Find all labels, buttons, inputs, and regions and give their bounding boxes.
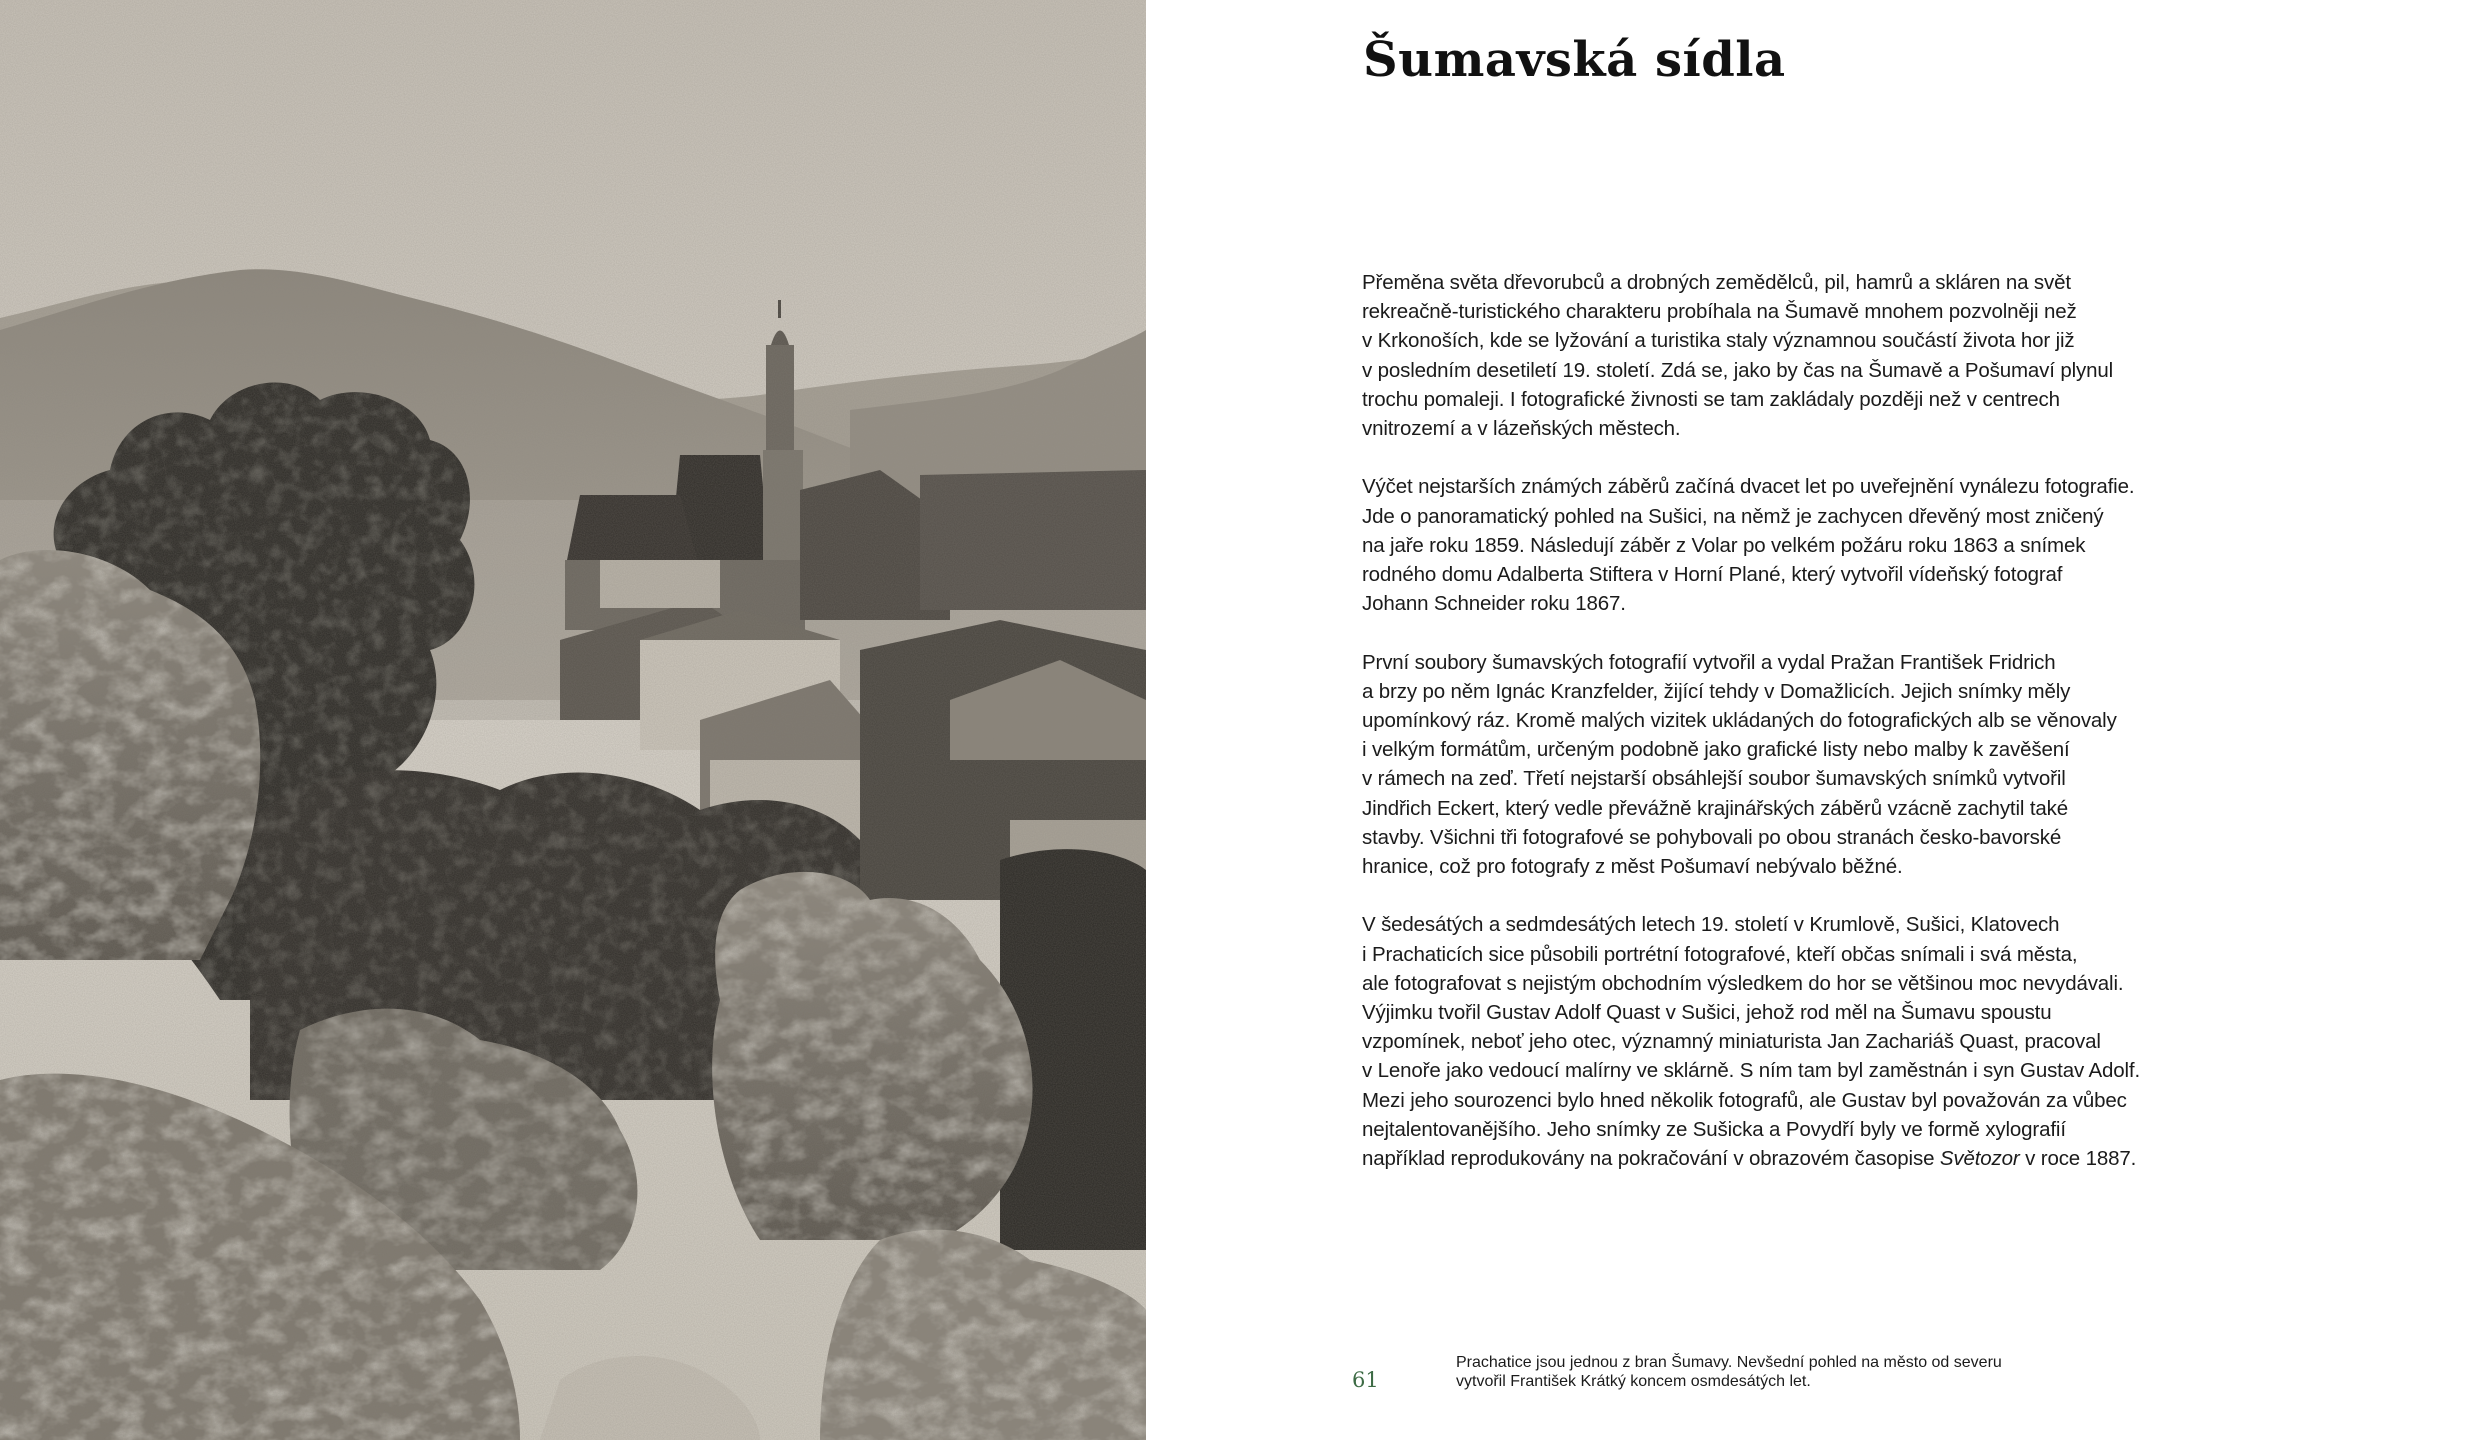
text-line: hranice, což pro fotografy z měst Pošumaví nebývalo běžné. bbox=[1362, 855, 1903, 879]
photo-illustration bbox=[0, 0, 1146, 1440]
text-line: ale fotografovat s nejistým obchodním výsledkem do hor se většinou moc nevydávali. bbox=[1362, 971, 2124, 995]
text-line: i velkým formátům, určeným podobně jako grafické listy nebo malby k zavěšení bbox=[1362, 738, 2070, 762]
page-number: 61 bbox=[1352, 1368, 1379, 1392]
text-line: Výčet nejstarších známých záběrů začíná dvacet let po uveřejnění vynálezu fotografie. bbox=[1362, 475, 2135, 499]
text-line: Johann Schneider roku 1867. bbox=[1362, 592, 1626, 616]
text-line: stavby. Všichni tři fotografové se pohybovali po obou stranách česko-bavorské bbox=[1362, 825, 2062, 849]
paragraph-1 bbox=[1362, 268, 2202, 443]
caption-line: vytvořil František Krátký koncem osmdesátých let. bbox=[1456, 1373, 1811, 1390]
paragraph-3 bbox=[1362, 648, 2202, 882]
paragraph-2 bbox=[1362, 472, 2202, 618]
text-line: rekreačně-turistického charakteru probíhala na Šumavě mnohem pozvolněji než bbox=[1362, 300, 2077, 324]
text-line: rodného domu Adalberta Stiftera v Horní Plané, který vytvořil vídeňský fotograf bbox=[1362, 563, 2063, 587]
chapter-title: Šumavská sídla bbox=[1363, 32, 1786, 88]
photo-caption bbox=[1456, 1353, 2156, 1391]
text-page bbox=[1146, 0, 2473, 1440]
text-line: V šedesátých a sedmdesátých letech 19. století v Krumlově, Sušici, Klatovech bbox=[1362, 913, 2060, 937]
paragraph-4 bbox=[1362, 910, 2202, 1173]
text-line: upomínkový ráz. Kromě malých vizitek ukládaných do fotografických alb se věnovaly bbox=[1362, 709, 2117, 733]
text-line: První soubory šumavských fotografií vytvořil a vydal Pražan František Fridrich bbox=[1362, 650, 2056, 674]
text-line: Přeměna světa dřevorubců a drobných zemědělců, pil, hamrů a skláren na svět bbox=[1362, 271, 2071, 294]
text-line: Jindřich Eckert, který vedle převážně krajinářských záběrů vzácně zachytil také bbox=[1362, 796, 2068, 820]
text-line-with-italic bbox=[1362, 1144, 2202, 1173]
text-line: vnitrozemí a v lázeňských městech. bbox=[1362, 417, 1681, 441]
body-text bbox=[1362, 268, 2202, 1202]
text-line: v posledním desetiletí 19. století. Zdá se, jako by čas na Šumavě a Pošumaví plynul bbox=[1362, 358, 2114, 382]
text-line: na jaře roku 1859. Následují záběr z Volar po velkém požáru roku 1863 a snímek bbox=[1362, 533, 2086, 557]
text-line: i Prachaticích sice působili portrétní fotografové, kteří občas snímali i svá města, bbox=[1362, 942, 2078, 966]
caption-line: Prachatice jsou jednou z bran Šumavy. Nevšední pohled na město od severu bbox=[1456, 1354, 2002, 1371]
text-segment: v roce 1887. bbox=[2019, 1147, 2137, 1171]
text-line: v Lenoře jako vedoucí malírny ve sklárně. S ním tam byl zaměstnán i syn Gustav Adolf. bbox=[1362, 1059, 2141, 1083]
magazine-title-italic: Světozor bbox=[1939, 1147, 2020, 1171]
text-line: Výjimku tvořil Gustav Adolf Quast v Sušici, jehož rod měl na Šumavu spoustu bbox=[1362, 1001, 2052, 1025]
text-line: a brzy po něm Ignác Kranzfelder, žijící tehdy v Domažlicích. Jejich snímky měly bbox=[1362, 679, 2071, 703]
text-line: nejtalentovanějšího. Jeho snímky ze Sušicka a Povydří byly ve formě xylografií bbox=[1362, 1117, 2066, 1141]
text-line: v Krkonoších, kde se lyžování a turistika staly významnou součástí života hor již bbox=[1362, 329, 2075, 353]
text-line: Mezi jeho sourozenci bylo hned několik fotografů, ale Gustav byl považován za vůbec bbox=[1362, 1088, 2127, 1112]
text-line: v rámech na zeď. Třetí nejstarší obsáhlejší soubor šumavských snímků vytvořil bbox=[1362, 767, 2066, 791]
photograph-prachatice bbox=[0, 0, 1146, 1440]
text-line: trochu pomaleji. I fotografické živnosti se tam zakládaly později než v centrech bbox=[1362, 387, 2060, 411]
text-line: Jde o panoramatický pohled na Sušici, na němž je zachycen dřevěný most zničený bbox=[1362, 504, 2104, 528]
text-segment: například reprodukovány na pokračování v obrazovém časopise bbox=[1362, 1147, 1940, 1171]
text-line: vzpomínek, neboť jeho otec, významný miniaturista Jan Zachariáš Quast, pracoval bbox=[1362, 1030, 2101, 1054]
